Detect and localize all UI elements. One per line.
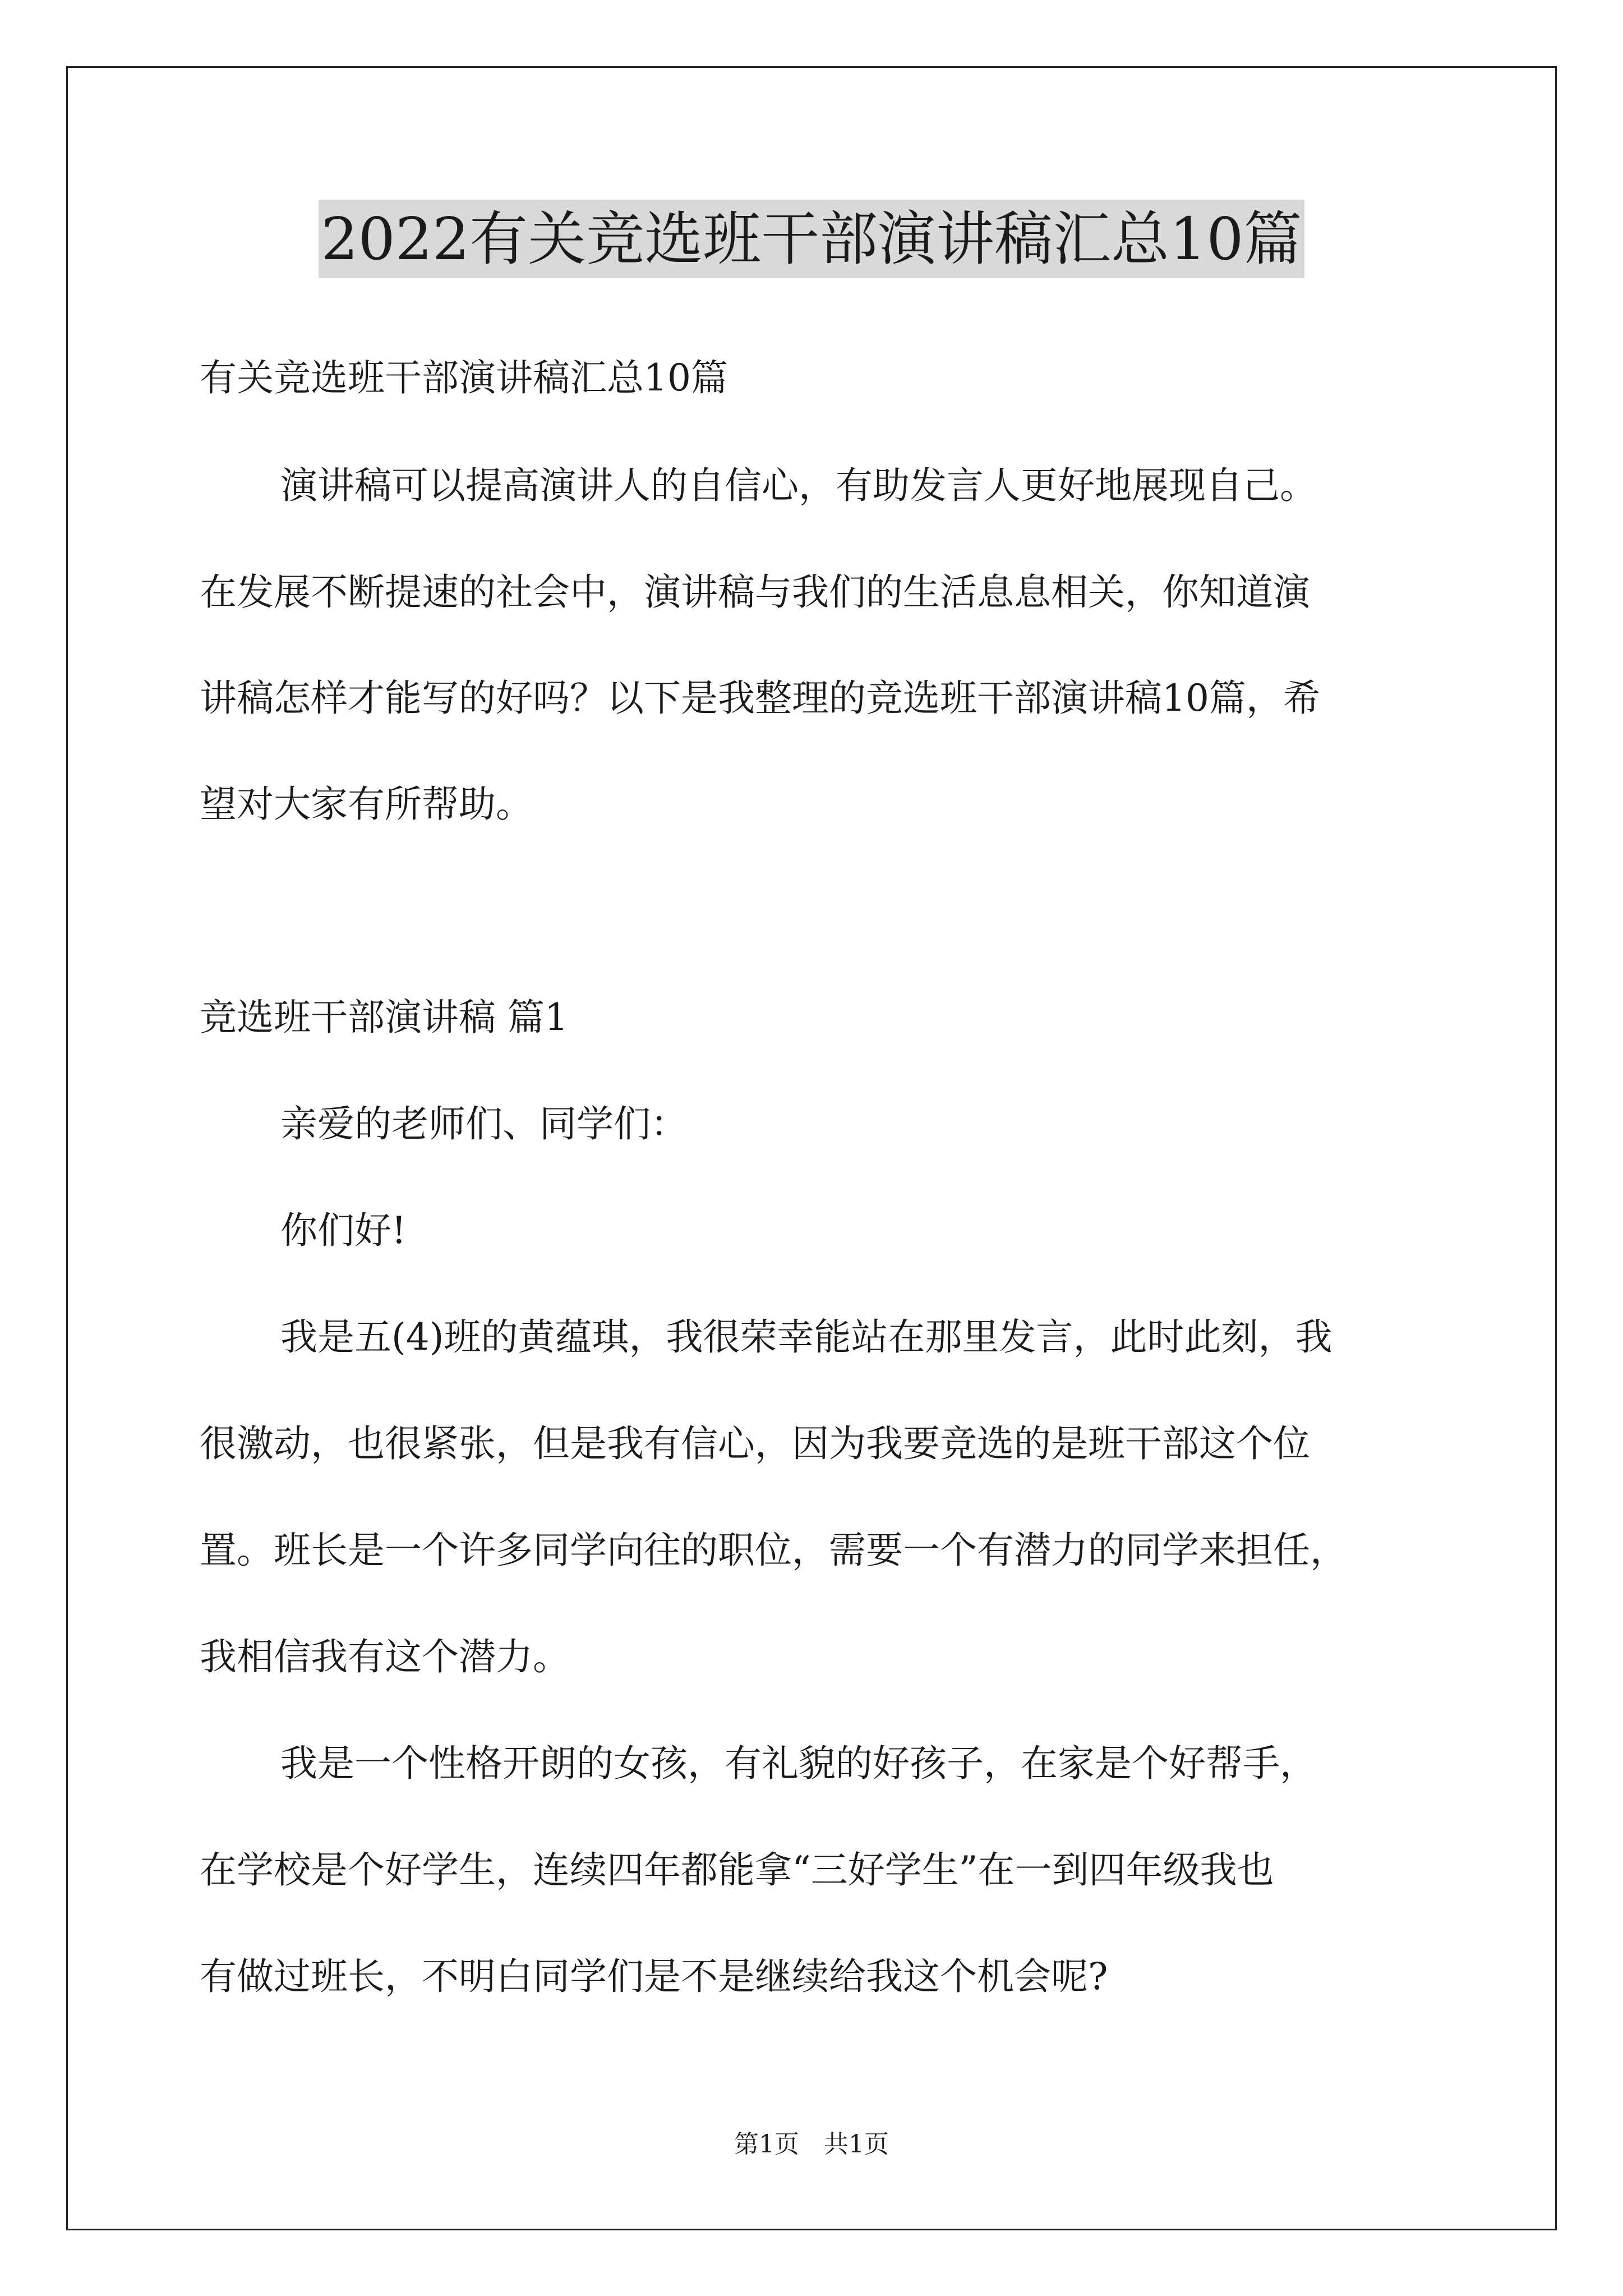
- intro-line-4: 望对大家有所帮助。: [200, 783, 533, 826]
- body-line-6: 我相信我有这个潜力。: [200, 1635, 570, 1678]
- title-container: [0, 200, 1623, 278]
- body-line-2: 你们好!: [280, 1209, 407, 1252]
- page-footer: 第1页 共1页: [734, 2130, 889, 2159]
- intro-line-2: 在发展不断提速的社会中，演讲稿与我们的生活息息相关，你知道演: [200, 570, 1310, 614]
- body-line-4: 很激动，也很紧张，但是我有信心，因为我要竞选的是班干部这个位: [200, 1422, 1310, 1465]
- body-line-8: 在学校是个好学生，连续四年都能拿“三好学生”在一到四年级我也: [200, 1848, 1274, 1892]
- intro-line-3: 讲稿怎样才能写的好吗？以下是我整理的竞选班干部演讲稿10篇，希: [200, 677, 1320, 720]
- body-line-3: 我是五(4)班的黄蕴琪，我很荣幸能站在那里发言，此时此刻，我: [280, 1315, 1332, 1359]
- body-line-5: 置。班长是一个许多同学向往的职位，需要一个有潜力的同学来担任，: [200, 1529, 1347, 1572]
- intro-line-1: 演讲稿可以提高演讲人的自信心，有助发言人更好地展现自己。: [280, 464, 1317, 507]
- body-line-9: 有做过班长，不明白同学们是不是继续给我这个机会呢?: [200, 1955, 1108, 1998]
- body-line-1: 亲爱的老师们、同学们：: [280, 1102, 688, 1145]
- section-heading: 竞选班干部演讲稿 篇1: [200, 996, 568, 1039]
- document-title: 2022有关竞选班干部演讲稿汇总10篇: [319, 200, 1304, 278]
- body-line-7: 我是一个性格开朗的女孩，有礼貌的好孩子，在家是个好帮手，: [280, 1742, 1317, 1785]
- document-subtitle: 有关竞选班干部演讲稿汇总10篇: [200, 356, 728, 399]
